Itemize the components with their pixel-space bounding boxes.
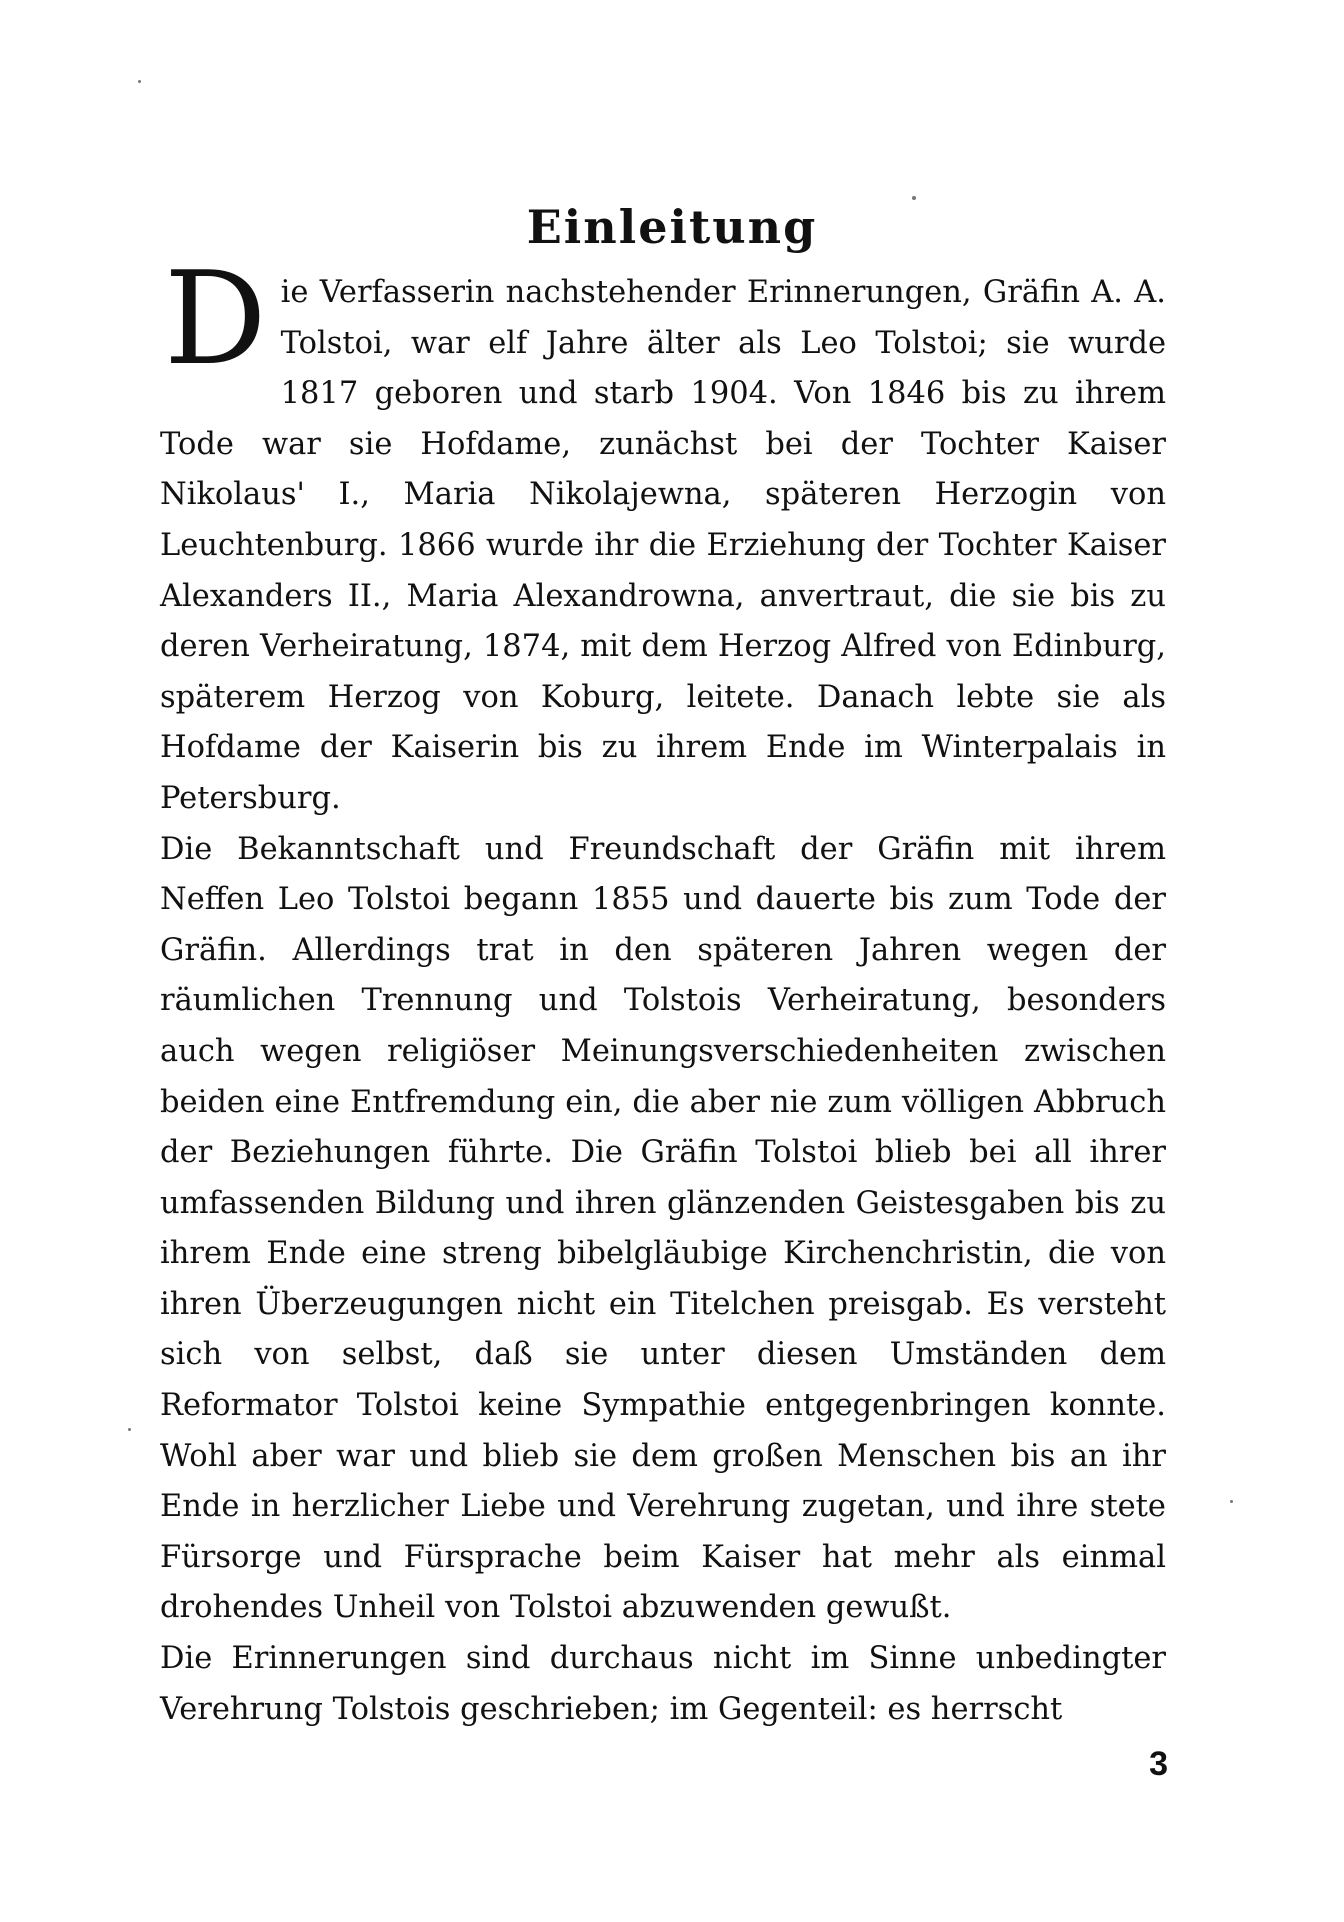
drop-cap: D (164, 245, 267, 394)
paper-speck (138, 80, 141, 83)
paper-speck (128, 1428, 131, 1431)
paper-speck (1230, 1500, 1233, 1503)
body-text (160, 245, 1166, 1735)
paragraph-2: Die Bekanntschaft und Freundschaft der Gräfin mit ihrem Neffen Leo Tolstoi begann 1855 und dauerte bis zum Tode der Gräfin. Allerdings trat in den späteren Jahren wegen der räumlichen Trennung und Tolstois Verheiratung, besonders auch wegen religiöser Meinungsverschiedenheiten zwischen beiden eine Entfremdung ein, die aber nie zum völligen Abbruch der Beziehungen führte. Die Gräfin Tolstoi blieb bei all ihrer umfassenden Bildung und ihren glänzenden Geistesgaben bis zu ihrem Ende eine streng bibelgläubige Kirchenchristin, die von ihren Überzeugungen nicht ein Titelchen preisgab. Es versteht sich von selbst, daß sie unter diesen Umständen dem Reformator Tolstoi keine Sympathie entgegenbringen konnte. Wohl aber war und blieb sie dem großen Menschen bis an ihr Ende in herzlicher Liebe und Verehrung zugetan, und ihre stete Fürsorge und Fürsprache beim Kaiser hat mehr als einmal drohendes Unheil von Tolstoi abzuwenden gewußt. (160, 831, 1166, 1626)
paragraph-1-text: ie Verfasserin nachstehender Erinnerungen, Gräfin A. A. Tolstoi, war elf Jahre älter als Leo Tolstoi; sie wurde 1817 geboren und starb 1904. Von 1846 bis zu ihrem Tode war sie Hofdame, zunächst bei der Tochter Kaiser Nikolaus' I., Maria Nikolajewna, späteren Herzogin von Leuchtenburg. 1866 wurde ihr die Erziehung der Tochter Kaiser Alexanders II., Maria Alexandrowna, anvertraut, die sie bis zu deren Verheiratung, 1874, mit dem Herzog Alfred von Edinburg, späterem Herzog von Koburg, leitete. Danach lebte sie als Hofdame der Kaiserin bis zu ihrem Ende im Winterpalais in Petersburg. (160, 275, 1166, 816)
page-number: 3 (1149, 1745, 1168, 1783)
chapter-heading: Einleitung (526, 199, 818, 254)
paragraph-3: Die Erinnerungen sind durchaus nicht im Sinne unbedingter Verehrung Tolstois geschrieben; im Gegenteil: es herrscht (160, 1641, 1166, 1727)
paragraph-1 (160, 245, 1166, 825)
